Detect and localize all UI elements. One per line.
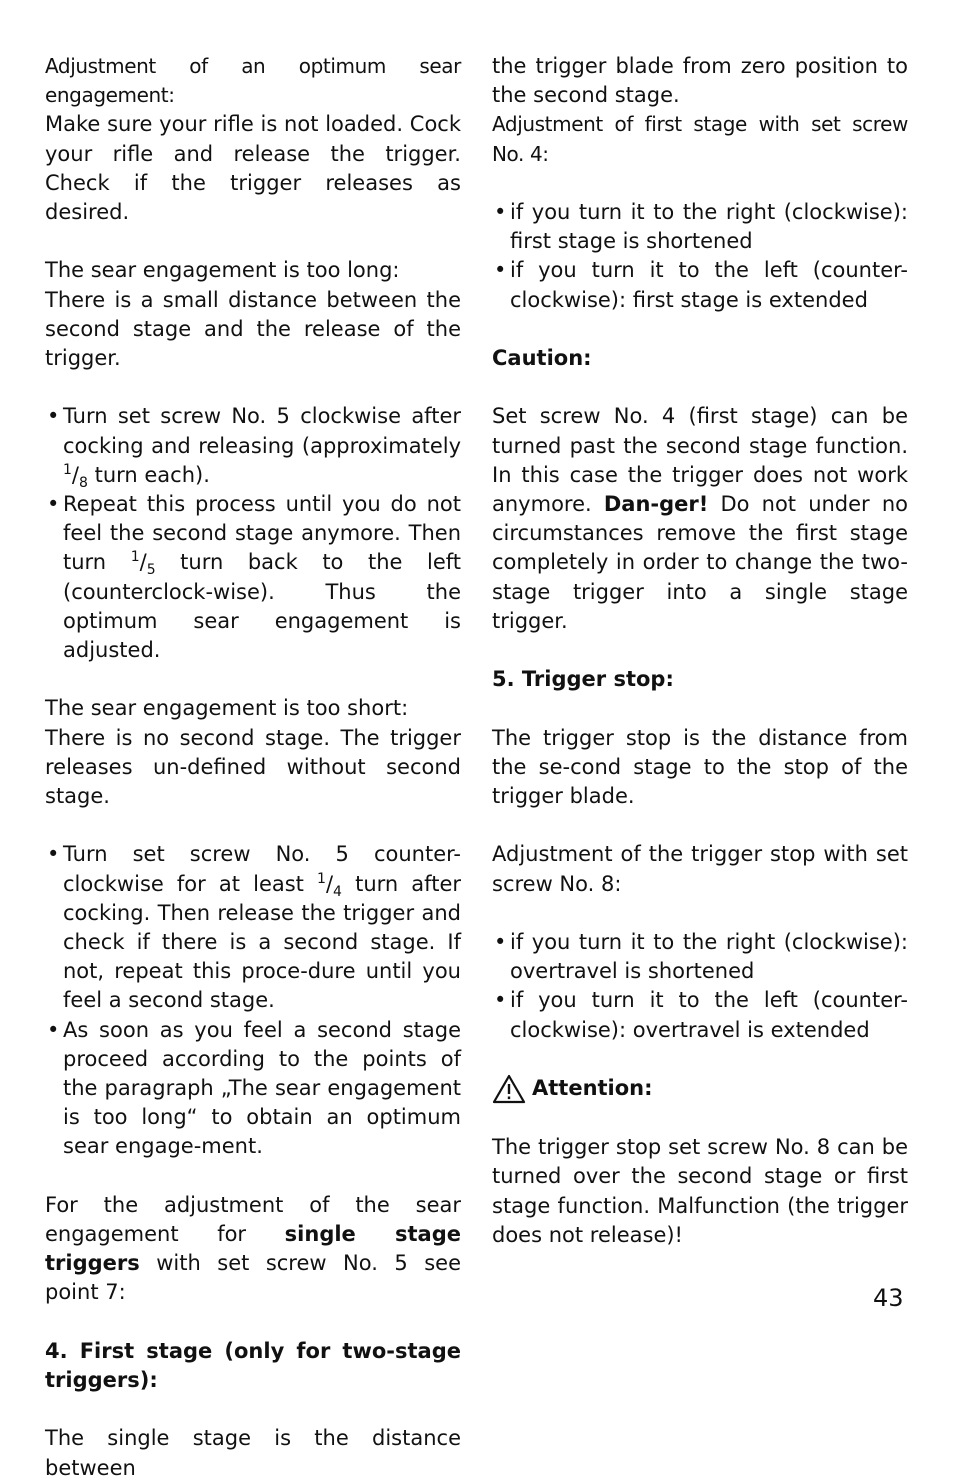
warning-triangle-icon	[492, 1074, 526, 1104]
sear-adjustment-label: Adjustment of an optimum sear engagement:	[45, 54, 461, 108]
trigger-stop-label: Adjustment of the trigger stop with set screw No. 8:	[492, 842, 908, 896]
right-column	[492, 52, 908, 1250]
bullet: •	[494, 988, 507, 1013]
list-item: • if you turn it to the right (clockwise): first stage is shortened	[494, 200, 908, 254]
bullet: •	[494, 929, 507, 954]
section-5-heading: 5. Trigger stop:	[492, 667, 674, 692]
first-stage-steps	[492, 198, 908, 315]
bullet: •	[494, 200, 507, 224]
bullet: •	[47, 492, 60, 517]
bullet: •	[47, 1017, 60, 1042]
caution-heading: Caution:	[492, 346, 592, 370]
list-item: • if you turn it to the left (counter-clockwise): first stage is extended	[494, 258, 908, 312]
page-number: 43	[873, 1284, 904, 1312]
fraction-one-quarter: $^1/_4$	[317, 870, 342, 900]
first-stage-label: Adjustment of first stage with set screw No. 4:	[492, 112, 908, 166]
section-4-continued: the trigger blade from zero position to the second stage.	[492, 54, 908, 108]
bullet: •	[494, 258, 507, 283]
section-4-text: The single stage is the distance between	[45, 1426, 461, 1480]
trigger-stop-steps	[492, 928, 908, 1045]
attention-heading	[492, 1074, 908, 1104]
left-column	[45, 52, 461, 1483]
too-short-title: The sear engagement is too short:	[45, 696, 409, 721]
list-item: • Repeat this process until you do not feel the second stage anymore. Then turn $^1/_5$ turn back to the left (counterclock-wise). Thus the optimum sear engagement is adjusted.	[47, 492, 461, 663]
list-item: • Turn set screw No. 5 counter-clockwise for at least $^1/_4$ turn after cocking. Then release the trigger and check if there is a second stage. If not, repeat this proce-dure until you feel a second stage.	[47, 842, 461, 1013]
list-item: • As soon as you feel a second stage proceed according to the points of the paragraph „The sear engagement is too long“ to obtain an optimum sear engage-ment.	[47, 1017, 461, 1159]
list-item: • Turn set screw No. 5 clockwise after cocking and releasing (approximately $^1/_8$ turn each).	[47, 404, 461, 491]
caution-text: Set screw No. 4 (first stage) can be turned past the second stage function. In this case the trigger does not work anymore. Dan-ger! Do not under no circumstances remove the first stage completely in order to change the two-stage trigger into a single stage trigger.	[492, 404, 909, 633]
list-item: • if you turn it to the right (clockwise): overtravel is shortened	[494, 929, 908, 984]
too-long-steps	[45, 402, 461, 665]
fraction-one-eighth: $^1/_8$	[63, 461, 88, 491]
bullet: •	[47, 404, 60, 429]
single-stage-note: For the adjustment of the sear engagement for single stage triggers with set screw No. 5 see point 7:	[45, 1192, 462, 1305]
too-short-text: There is no second stage. The trigger releases un-defined without second stage.	[45, 725, 461, 809]
section-5-text: The trigger stop is the distance from the se-cond stage to the stop of the trigger blade.	[492, 725, 908, 808]
fraction-one-fifth: $^1/_5$	[130, 549, 156, 579]
too-short-steps	[45, 840, 461, 1161]
sear-adjustment-text: Make sure your rifle is not loaded. Cock your rifle and release the trigger. Check if the trigger releases as desired.	[45, 112, 461, 225]
attention-text: The trigger stop set screw No. 8 can be turned over the second stage or first stage function. Malfunction (the trigger does not release)!	[492, 1135, 908, 1247]
too-long-text: There is a small distance between the second stage and the release of the trigger.	[45, 287, 461, 371]
attention-label: Attention:	[532, 1076, 653, 1101]
bullet: •	[47, 842, 60, 867]
list-item: • if you turn it to the left (counter-clockwise): overtravel is extended	[494, 988, 908, 1042]
section-4-heading: 4. First stage (only for two-stage triggers):	[45, 1338, 461, 1393]
too-long-title: The sear engagement is too long:	[45, 258, 400, 283]
